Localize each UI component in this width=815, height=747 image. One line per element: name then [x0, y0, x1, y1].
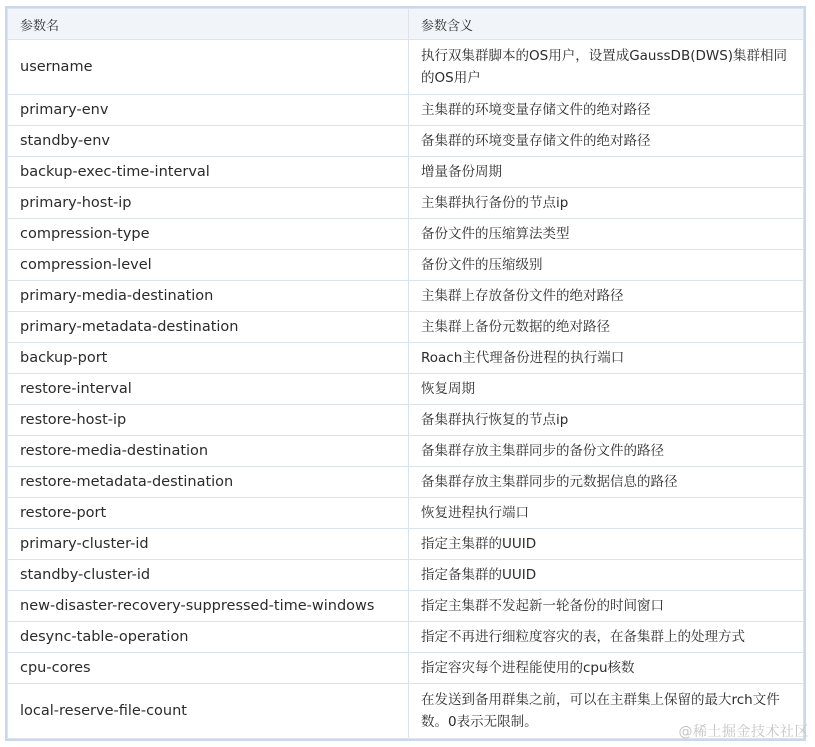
- table-row: [8, 126, 804, 157]
- param-description-cell: 恢复周期: [409, 374, 804, 405]
- param-description-cell: 备份文件的压缩算法类型: [409, 219, 804, 250]
- header-param-name: 参数名: [8, 9, 409, 40]
- param-name-cell: standby-env: [8, 126, 409, 157]
- table-row: [8, 188, 804, 219]
- param-description-cell: 执行双集群脚本的OS用户，设置成GaussDB(DWS)集群相同的OS用户: [409, 40, 804, 95]
- table-row: [8, 405, 804, 436]
- param-name-cell: backup-port: [8, 343, 409, 374]
- param-name-cell: restore-interval: [8, 374, 409, 405]
- parameter-table-container: [5, 6, 806, 741]
- table-row: [8, 312, 804, 343]
- param-description-cell: 指定主集群的UUID: [409, 529, 804, 560]
- param-description-cell: 主集群执行备份的节点ip: [409, 188, 804, 219]
- table-row: [8, 591, 804, 622]
- param-description-cell: 主集群的环境变量存储文件的绝对路径: [409, 95, 804, 126]
- param-name-cell: primary-media-destination: [8, 281, 409, 312]
- table-row: [8, 498, 804, 529]
- param-description-cell: 备集群的环境变量存储文件的绝对路径: [409, 126, 804, 157]
- param-name-cell: local-reserve-file-count: [8, 684, 409, 739]
- table-row: [8, 95, 804, 126]
- table-row: [8, 157, 804, 188]
- param-name-cell: restore-host-ip: [8, 405, 409, 436]
- table-row: [8, 250, 804, 281]
- table-row: [8, 436, 804, 467]
- param-name-cell: new-disaster-recovery-suppressed-time-windows: [8, 591, 409, 622]
- param-name-cell: primary-host-ip: [8, 188, 409, 219]
- param-name-cell: restore-media-destination: [8, 436, 409, 467]
- table-row: [8, 529, 804, 560]
- param-name-cell: compression-level: [8, 250, 409, 281]
- table-body: [8, 40, 804, 739]
- table-row: [8, 560, 804, 591]
- param-description-cell: 备集群存放主集群同步的备份文件的路径: [409, 436, 804, 467]
- param-description-cell: 指定容灾每个进程能使用的cpu核数: [409, 653, 804, 684]
- header-param-meaning: 参数含义: [409, 9, 804, 40]
- param-description-cell: 主集群上备份元数据的绝对路径: [409, 312, 804, 343]
- table-row: [8, 374, 804, 405]
- parameter-table: [7, 8, 804, 739]
- param-name-cell: primary-cluster-id: [8, 529, 409, 560]
- param-name-cell: backup-exec-time-interval: [8, 157, 409, 188]
- param-name-cell: standby-cluster-id: [8, 560, 409, 591]
- table-row: [8, 219, 804, 250]
- watermark-text: @稀土掘金技术社区: [678, 724, 809, 740]
- param-description-cell: 指定备集群的UUID: [409, 560, 804, 591]
- param-name-cell: cpu-cores: [8, 653, 409, 684]
- param-description-cell: 备集群存放主集群同步的元数据信息的路径: [409, 467, 804, 498]
- table-row: [8, 622, 804, 653]
- table-row: [8, 343, 804, 374]
- param-name-cell: primary-env: [8, 95, 409, 126]
- param-description-cell: Roach主代理备份进程的执行端口: [409, 343, 804, 374]
- param-name-cell: compression-type: [8, 219, 409, 250]
- table-row: [8, 653, 804, 684]
- param-description-cell: 指定不再进行细粒度容灾的表，在备集群上的处理方式: [409, 622, 804, 653]
- table-row: [8, 40, 804, 95]
- param-description-cell: 增量备份周期: [409, 157, 804, 188]
- param-description-cell: 指定主集群不发起新一轮备份的时间窗口: [409, 591, 804, 622]
- param-description-cell: 在发送到备用群集之前，可以在主群集上保留的最大rch文件数。0表示无限制。: [409, 684, 804, 739]
- param-description-cell: 备集群执行恢复的节点ip: [409, 405, 804, 436]
- table-row: [8, 467, 804, 498]
- param-description-cell: 备份文件的压缩级别: [409, 250, 804, 281]
- table-header-row: [8, 9, 804, 40]
- table-row: [8, 281, 804, 312]
- param-name-cell: restore-port: [8, 498, 409, 529]
- param-name-cell: username: [8, 40, 409, 95]
- param-name-cell: primary-metadata-destination: [8, 312, 409, 343]
- param-name-cell: restore-metadata-destination: [8, 467, 409, 498]
- param-description-cell: 恢复进程执行端口: [409, 498, 804, 529]
- param-name-cell: desync-table-operation: [8, 622, 409, 653]
- param-description-cell: 主集群上存放备份文件的绝对路径: [409, 281, 804, 312]
